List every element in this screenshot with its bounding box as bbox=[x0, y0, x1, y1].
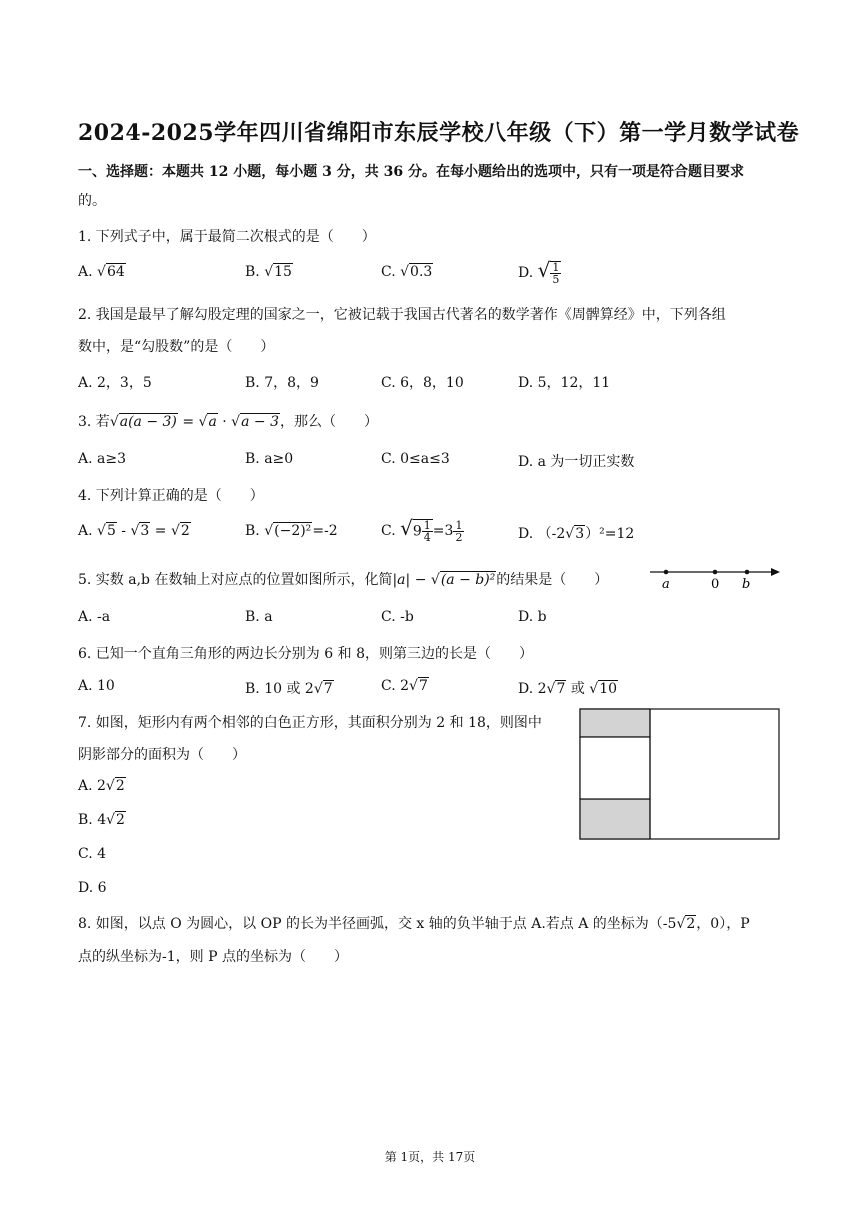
number-line-label-b: b bbox=[742, 577, 751, 592]
section-heading-line2: 的。 bbox=[78, 193, 106, 209]
q1-option-d: D. √ $\frac{1}{5}$ bbox=[518, 258, 560, 286]
shaded-region-top bbox=[580, 709, 650, 737]
q6-option-d: D. 2√7 或 √10 bbox=[518, 681, 618, 697]
q2-option-b: B. 7，8，9 bbox=[245, 375, 319, 391]
q4-option-a: A. √5 - √3 = √2 bbox=[78, 523, 190, 539]
q5-option-c: C. -b bbox=[381, 609, 414, 625]
q5-option-d: D. b bbox=[518, 609, 547, 625]
number-line-label-a: a bbox=[662, 577, 670, 592]
question-2-stem-line1: 2. 我国是最早了解勾股定理的国家之一，它被记载于我国古代著名的数学著作《周髀算经》中，下列各组 bbox=[78, 307, 726, 323]
number-line-label-0: 0 bbox=[711, 577, 720, 592]
q7-option-d: D. 6 bbox=[78, 880, 107, 896]
q5-option-b: B. a bbox=[245, 609, 273, 625]
q3-option-c: C. 0≤a≤3 bbox=[381, 451, 450, 467]
q7-option-a: A. 2√2 bbox=[78, 778, 125, 794]
q6-option-a: A. 10 bbox=[78, 678, 115, 694]
q3-option-d: D. a 为一切正实数 bbox=[518, 454, 635, 470]
q7-option-b: B. 4√2 bbox=[78, 812, 125, 828]
number-line-point-0 bbox=[713, 570, 718, 575]
q2-option-c: C. 6，8，10 bbox=[381, 375, 464, 391]
q5-option-a: A. -a bbox=[78, 609, 111, 625]
q1-option-b: B. √15 bbox=[245, 264, 292, 280]
question-5-stem: 5. 实数 a,b 在数轴上对应点的位置如图所示，化简|a| − √(a − b)²的结果是（ ） bbox=[78, 572, 609, 588]
question-7-stem-line2: 阴影部分的面积为（ ） bbox=[78, 747, 246, 763]
q6-option-c: C. 2√7 bbox=[381, 678, 428, 694]
shaded-region-bottom bbox=[580, 799, 650, 839]
q2-option-d: D. 5，12，11 bbox=[518, 375, 611, 391]
small-white-square bbox=[580, 737, 650, 799]
question-2-stem-line2: 数中，是“勾股数”的是（ ） bbox=[78, 339, 275, 355]
q7-option-c: C. 4 bbox=[78, 846, 107, 862]
question-8-stem-line1: 8. 如图，以点 O 为圆心，以 OP 的长为半径画弧，交 x 轴的负半轴于点 A.若点 A 的坐标为（-5√2，0），P bbox=[78, 916, 750, 932]
question-6-stem: 6. 已知一个直角三角形的两边长分别为 6 和 8，则第三边的长是（ ） bbox=[78, 646, 533, 662]
q4-option-b: B. √(−2)²=-2 bbox=[245, 523, 338, 539]
section-heading-line1: 一、选择题：本题共 12 小题，每小题 3 分，共 36 分。在每小题给出的选项中，只有一项是符合题目要求 bbox=[78, 164, 744, 180]
q1-option-c: C. √0.3 bbox=[381, 264, 433, 280]
number-line-point-a bbox=[664, 570, 669, 575]
q1-option-a: A. √64 bbox=[78, 264, 125, 280]
q4-option-c: C. √9 $\frac{1}{4}$ =3 $\frac{1}{2}$ bbox=[381, 516, 463, 544]
number-line-figure bbox=[646, 562, 782, 592]
number-line-arrow bbox=[771, 568, 780, 576]
page-footer: 第 1页，共 17页 bbox=[384, 1150, 476, 1164]
q3-option-b: B. a≥0 bbox=[245, 451, 294, 467]
question-3-stem: 3. 若√a(a − 3) = √a · √a − 3，那么（ ） bbox=[78, 414, 378, 430]
question-8-stem-line2: 点的纵坐标为-1，则 P 点的坐标为（ ） bbox=[78, 949, 348, 965]
q2-option-a: A. 2，3，5 bbox=[78, 375, 152, 391]
q1-a-radicand: 64 bbox=[106, 264, 125, 280]
question-1-stem: 1. 下列式子中，属于最简二次根式的是（ ） bbox=[78, 229, 376, 245]
question-7-stem-line1: 7. 如图，矩形内有两个相邻的白色正方形，其面积分别为 2 和 18，则图中 bbox=[78, 715, 542, 731]
page-title: 2024-2025学年四川省绵阳市东辰学校八年级（下）第一学月数学试卷 bbox=[78, 120, 800, 146]
q3-option-a: A. a≥3 bbox=[78, 451, 126, 467]
q4-option-d: D. （-2√3）²=12 bbox=[518, 526, 635, 542]
question-4-stem: 4. 下列计算正确的是（ ） bbox=[78, 488, 264, 504]
q6-option-b: B. 10 或 2√7 bbox=[245, 681, 333, 697]
rectangle-squares-figure bbox=[579, 708, 781, 842]
number-line-point-b bbox=[745, 570, 750, 575]
